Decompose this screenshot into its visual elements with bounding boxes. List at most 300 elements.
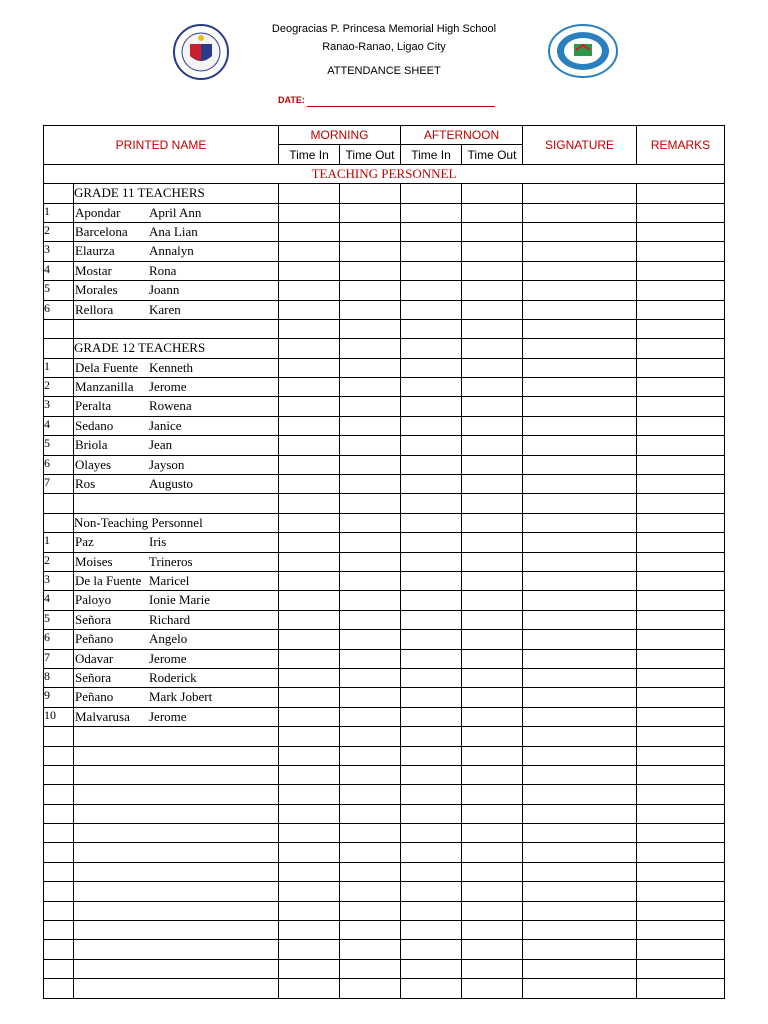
signature-cell[interactable] [523,804,637,823]
afternoon-time-out-cell[interactable] [462,610,523,629]
morning-time-in-cell[interactable] [279,649,340,668]
afternoon-time-out-cell[interactable] [462,281,523,300]
afternoon-time-out-cell[interactable] [462,475,523,494]
morning-time-out-cell[interactable] [340,921,401,940]
remarks-cell[interactable] [637,203,725,222]
spacer-row [44,319,725,338]
remarks-cell[interactable] [637,785,725,804]
name-cell[interactable] [74,862,279,881]
signature-cell[interactable] [523,300,637,319]
number-cell [44,319,74,338]
morning-time-out-cell[interactable] [340,416,401,435]
last-name: Señora [75,611,112,627]
blank-row [44,785,725,804]
remarks-cell[interactable] [637,571,725,590]
afternoon-time-out-cell[interactable] [462,203,523,222]
blank-row [44,804,725,823]
signature-cell[interactable] [523,203,637,222]
morning-time-out-cell[interactable] [340,319,401,338]
signature-cell[interactable] [523,921,637,940]
afternoon-time-out-cell[interactable] [462,979,523,998]
table-row [44,707,725,726]
afternoon-time-in-cell[interactable] [401,921,462,940]
name-cell [74,319,279,338]
morning-time-in-cell[interactable] [279,184,340,203]
afternoon-time-in-cell[interactable] [401,339,462,358]
morning-time-out-cell[interactable] [340,242,401,261]
afternoon-time-in-cell[interactable] [401,300,462,319]
remarks-cell[interactable] [637,746,725,765]
afternoon-time-out-cell[interactable] [462,804,523,823]
remarks-cell[interactable] [637,979,725,998]
morning-time-out-cell[interactable] [340,862,401,881]
afternoon-time-out-cell[interactable] [462,746,523,765]
signature-cell[interactable] [523,901,637,920]
afternoon-time-in-cell[interactable] [401,358,462,377]
signature-cell[interactable] [523,824,637,843]
morning-time-out-cell[interactable] [340,765,401,784]
remarks-cell[interactable] [637,552,725,571]
morning-time-out-cell[interactable] [340,785,401,804]
morning-time-out-cell[interactable] [340,571,401,590]
afternoon-time-out-cell[interactable] [462,649,523,668]
morning-time-in-cell[interactable] [279,281,340,300]
row-number: 5 [44,436,74,455]
remarks-cell[interactable] [637,765,725,784]
signature-cell[interactable] [523,222,637,241]
afternoon-time-out-cell[interactable] [462,533,523,552]
afternoon-time-in-cell[interactable] [401,494,462,513]
remarks-cell[interactable] [637,281,725,300]
first-name: Richard [149,611,191,627]
afternoon-time-in-cell[interactable] [401,436,462,455]
signature-cell[interactable] [523,765,637,784]
morning-time-out-cell[interactable] [340,746,401,765]
remarks-cell[interactable] [637,901,725,920]
morning-time-out-cell[interactable] [340,494,401,513]
afternoon-time-in-cell[interactable] [401,979,462,998]
remarks-cell[interactable] [637,339,725,358]
signature-cell[interactable] [523,513,637,532]
afternoon-time-out-cell[interactable] [462,300,523,319]
morning-time-in-cell[interactable] [279,358,340,377]
morning-time-in-cell[interactable] [279,552,340,571]
signature-cell[interactable] [523,261,637,280]
afternoon-time-out-cell[interactable] [462,940,523,959]
name-cell[interactable] [74,882,279,901]
morning-time-out-cell[interactable] [340,300,401,319]
morning-time-out-cell[interactable] [340,727,401,746]
signature-cell[interactable] [523,358,637,377]
signature-cell[interactable] [523,862,637,881]
morning-time-out-cell[interactable] [340,959,401,978]
morning-time-in-cell[interactable] [279,591,340,610]
name-cell[interactable] [74,979,279,998]
afternoon-time-out-cell[interactable] [462,843,523,862]
last-name: Malvarusa [75,708,130,724]
afternoon-time-in-cell[interactable] [401,765,462,784]
last-name: Apondar [75,204,121,220]
remarks-cell[interactable] [637,184,725,203]
remarks-cell[interactable] [637,649,725,668]
morning-time-out-cell[interactable] [340,281,401,300]
afternoon-time-out-cell[interactable] [462,455,523,474]
remarks-cell[interactable] [637,921,725,940]
morning-time-out-cell[interactable] [340,707,401,726]
morning-time-out-cell[interactable] [340,610,401,629]
afternoon-time-out-cell[interactable] [462,688,523,707]
morning-time-out-cell[interactable] [340,455,401,474]
remarks-cell[interactable] [637,940,725,959]
morning-time-out-cell[interactable] [340,591,401,610]
remarks-cell[interactable] [637,688,725,707]
morning-time-in-cell[interactable] [279,630,340,649]
morning-time-in-cell[interactable] [279,610,340,629]
afternoon-time-in-cell[interactable] [401,591,462,610]
afternoon-time-in-cell[interactable] [401,824,462,843]
morning-time-in-cell[interactable] [279,203,340,222]
morning-time-in-cell[interactable] [279,843,340,862]
signature-cell[interactable] [523,533,637,552]
morning-time-in-cell[interactable] [279,494,340,513]
remarks-cell[interactable] [637,610,725,629]
name-cell[interactable] [74,940,279,959]
date-line[interactable] [307,96,495,107]
afternoon-time-in-cell[interactable] [401,746,462,765]
morning-time-in-cell[interactable] [279,300,340,319]
morning-time-in-cell[interactable] [279,339,340,358]
morning-time-out-cell[interactable] [340,688,401,707]
signature-cell[interactable] [523,591,637,610]
morning-time-out-cell[interactable] [340,843,401,862]
morning-time-out-cell[interactable] [340,552,401,571]
date-field[interactable] [278,95,495,106]
afternoon-time-in-cell[interactable] [401,533,462,552]
signature-cell[interactable] [523,475,637,494]
afternoon-time-in-cell[interactable] [401,707,462,726]
afternoon-time-in-cell[interactable] [401,261,462,280]
morning-time-out-cell[interactable] [340,339,401,358]
morning-time-out-cell[interactable] [340,804,401,823]
morning-time-in-cell[interactable] [279,533,340,552]
table-row [44,203,725,222]
afternoon-time-in-cell[interactable] [401,378,462,397]
name-cell[interactable] [74,804,279,823]
afternoon-time-out-cell[interactable] [462,222,523,241]
signature-cell[interactable] [523,436,637,455]
morning-time-in-cell[interactable] [279,901,340,920]
afternoon-time-in-cell[interactable] [401,184,462,203]
afternoon-time-out-cell[interactable] [462,959,523,978]
remarks-cell[interactable] [637,397,725,416]
afternoon-time-in-cell[interactable] [401,843,462,862]
name-cell[interactable] [74,921,279,940]
afternoon-time-out-cell[interactable] [462,591,523,610]
morning-time-out-cell[interactable] [340,261,401,280]
morning-time-in-cell[interactable] [279,242,340,261]
afternoon-time-out-cell[interactable] [462,339,523,358]
morning-time-in-cell[interactable] [279,959,340,978]
remarks-cell[interactable] [637,533,725,552]
afternoon-time-in-cell[interactable] [401,281,462,300]
morning-time-in-cell[interactable] [279,668,340,687]
name-cell[interactable] [74,785,279,804]
signature-cell[interactable] [523,630,637,649]
morning-time-out-cell[interactable] [340,397,401,416]
afternoon-time-in-cell[interactable] [401,959,462,978]
first-name: Rowena [149,398,192,414]
afternoon-time-in-cell[interactable] [401,940,462,959]
morning-time-in-cell[interactable] [279,436,340,455]
remarks-cell[interactable] [637,843,725,862]
afternoon-time-in-cell[interactable] [401,242,462,261]
signature-cell[interactable] [523,727,637,746]
afternoon-time-out-cell[interactable] [462,513,523,532]
morning-time-in-cell[interactable] [279,727,340,746]
name-cell[interactable] [74,843,279,862]
morning-time-in-cell[interactable] [279,688,340,707]
morning-time-out-cell[interactable] [340,358,401,377]
remarks-cell[interactable] [637,727,725,746]
number-cell [44,824,74,843]
afternoon-time-out-cell[interactable] [462,358,523,377]
afternoon-time-out-cell[interactable] [462,901,523,920]
signature-cell[interactable] [523,242,637,261]
afternoon-time-in-cell[interactable] [401,222,462,241]
afternoon-time-in-cell[interactable] [401,862,462,881]
last-name: Paz [75,534,94,550]
afternoon-time-out-cell[interactable] [462,494,523,513]
name-cell[interactable] [74,959,279,978]
afternoon-time-out-cell[interactable] [462,727,523,746]
signature-cell[interactable] [523,688,637,707]
signature-cell[interactable] [523,397,637,416]
name-cell[interactable] [74,765,279,784]
remarks-cell[interactable] [637,358,725,377]
blank-row [44,979,725,998]
signature-cell[interactable] [523,416,637,435]
morning-time-in-cell[interactable] [279,571,340,590]
afternoon-time-out-cell[interactable] [462,319,523,338]
signature-cell[interactable] [523,746,637,765]
name-cell[interactable] [74,727,279,746]
remarks-cell[interactable] [637,862,725,881]
morning-time-in-cell[interactable] [279,940,340,959]
remarks-cell[interactable] [637,630,725,649]
remarks-cell[interactable] [637,668,725,687]
morning-time-out-cell[interactable] [340,630,401,649]
blank-row [44,901,725,920]
name-cell[interactable] [74,746,279,765]
morning-time-out-cell[interactable] [340,475,401,494]
afternoon-time-in-cell[interactable] [401,416,462,435]
afternoon-time-out-cell[interactable] [462,765,523,784]
first-name: Augusto [149,476,194,492]
signature-cell[interactable] [523,281,637,300]
remarks-cell[interactable] [637,378,725,397]
remarks-cell[interactable] [637,494,725,513]
remarks-cell[interactable] [637,300,725,319]
remarks-cell[interactable] [637,222,725,241]
signature-cell[interactable] [523,707,637,726]
afternoon-time-in-cell[interactable] [401,688,462,707]
name-cell [74,591,279,610]
morning-time-in-cell[interactable] [279,746,340,765]
morning-time-in-cell[interactable] [279,785,340,804]
table-row [44,630,725,649]
morning-time-in-cell[interactable] [279,261,340,280]
signature-cell[interactable] [523,184,637,203]
remarks-cell[interactable] [637,882,725,901]
signature-cell[interactable] [523,979,637,998]
afternoon-time-out-cell[interactable] [462,668,523,687]
remarks-cell[interactable] [637,455,725,474]
signature-cell[interactable] [523,959,637,978]
signature-cell[interactable] [523,339,637,358]
morning-time-out-cell[interactable] [340,882,401,901]
first-name: Roderick [149,669,197,685]
remarks-cell[interactable] [637,436,725,455]
signature-cell[interactable] [523,552,637,571]
afternoon-time-in-cell[interactable] [401,901,462,920]
morning-time-in-cell[interactable] [279,513,340,532]
morning-time-in-cell[interactable] [279,824,340,843]
name-cell[interactable] [74,824,279,843]
morning-time-out-cell[interactable] [340,824,401,843]
afternoon-time-out-cell[interactable] [462,416,523,435]
morning-time-out-cell[interactable] [340,378,401,397]
afternoon-time-out-cell[interactable] [462,261,523,280]
afternoon-time-in-cell[interactable] [401,882,462,901]
blank-row [44,843,725,862]
afternoon-time-in-cell[interactable] [401,804,462,823]
signature-cell[interactable] [523,378,637,397]
remarks-cell[interactable] [637,824,725,843]
afternoon-time-out-cell[interactable] [462,436,523,455]
afternoon-header: AFTERNOON [401,126,523,145]
signature-cell[interactable] [523,649,637,668]
afternoon-time-in-cell[interactable] [401,785,462,804]
morning-time-out-cell[interactable] [340,513,401,532]
morning-time-in-cell[interactable] [279,397,340,416]
afternoon-time-out-cell[interactable] [462,397,523,416]
signature-cell[interactable] [523,668,637,687]
signature-cell[interactable] [523,882,637,901]
remarks-cell[interactable] [637,591,725,610]
afternoon-time-in-cell[interactable] [401,397,462,416]
afternoon-time-in-cell[interactable] [401,727,462,746]
row-number: 1 [44,203,74,222]
morning-time-out-cell[interactable] [340,203,401,222]
afternoon-time-out-cell[interactable] [462,571,523,590]
signature-cell[interactable] [523,319,637,338]
signature-cell[interactable] [523,785,637,804]
remarks-cell[interactable] [637,707,725,726]
morning-time-in-cell[interactable] [279,319,340,338]
afternoon-time-in-cell[interactable] [401,571,462,590]
afternoon-time-in-cell[interactable] [401,552,462,571]
number-cell [44,494,74,513]
remarks-cell[interactable] [637,416,725,435]
morning-time-in-cell[interactable] [279,455,340,474]
afternoon-time-out-cell[interactable] [462,824,523,843]
remarks-cell[interactable] [637,513,725,532]
morning-time-out-cell[interactable] [340,222,401,241]
signature-cell[interactable] [523,843,637,862]
afternoon-time-out-cell[interactable] [462,630,523,649]
morning-time-in-cell[interactable] [279,475,340,494]
morning-time-out-cell[interactable] [340,184,401,203]
afternoon-time-out-cell[interactable] [462,921,523,940]
afternoon-time-out-cell[interactable] [462,184,523,203]
signature-cell[interactable] [523,610,637,629]
afternoon-time-in-cell[interactable] [401,668,462,687]
morning-time-in-cell[interactable] [279,979,340,998]
signature-cell[interactable] [523,571,637,590]
afternoon-time-in-cell[interactable] [401,610,462,629]
name-cell[interactable] [74,901,279,920]
remarks-cell[interactable] [637,804,725,823]
morning-time-in-cell[interactable] [279,222,340,241]
group-title: GRADE 11 TEACHERS [74,184,279,203]
morning-time-out-cell[interactable] [340,436,401,455]
afternoon-time-out-cell[interactable] [462,785,523,804]
afternoon-time-out-cell[interactable] [462,378,523,397]
morning-time-out-cell[interactable] [340,979,401,998]
morning-time-out-cell[interactable] [340,649,401,668]
afternoon-time-out-cell[interactable] [462,882,523,901]
number-cell [44,765,74,784]
last-name: Dela Fuente [75,359,139,375]
afternoon-time-in-cell[interactable] [401,649,462,668]
afternoon-time-in-cell[interactable] [401,630,462,649]
morning-time-in-cell[interactable] [279,378,340,397]
afternoon-time-out-cell[interactable] [462,552,523,571]
remarks-cell[interactable] [637,959,725,978]
remarks-header: REMARKS [637,126,725,165]
morning-time-in-cell[interactable] [279,416,340,435]
afternoon-time-out-cell[interactable] [462,707,523,726]
signature-cell[interactable] [523,455,637,474]
remarks-cell[interactable] [637,475,725,494]
morning-time-in-cell[interactable] [279,862,340,881]
morning-time-in-cell[interactable] [279,921,340,940]
morning-time-out-cell[interactable] [340,940,401,959]
afternoon-time-out-cell[interactable] [462,242,523,261]
morning-time-in-cell[interactable] [279,804,340,823]
remarks-cell[interactable] [637,242,725,261]
afternoon-time-in-cell[interactable] [401,475,462,494]
remarks-cell[interactable] [637,319,725,338]
table-row [44,261,725,280]
signature-cell[interactable] [523,940,637,959]
morning-time-in-cell[interactable] [279,707,340,726]
last-name: Elaurza [75,243,115,259]
afternoon-time-in-cell[interactable] [401,455,462,474]
morning-time-out-cell[interactable] [340,901,401,920]
afternoon-time-out-cell[interactable] [462,862,523,881]
morning-time-out-cell[interactable] [340,533,401,552]
morning-time-in-cell[interactable] [279,765,340,784]
afternoon-time-in-cell[interactable] [401,319,462,338]
remarks-cell[interactable] [637,261,725,280]
morning-time-out-cell[interactable] [340,668,401,687]
signature-cell[interactable] [523,494,637,513]
afternoon-time-in-cell[interactable] [401,513,462,532]
blank-row [44,940,725,959]
morning-time-in-cell[interactable] [279,882,340,901]
afternoon-time-in-cell[interactable] [401,203,462,222]
